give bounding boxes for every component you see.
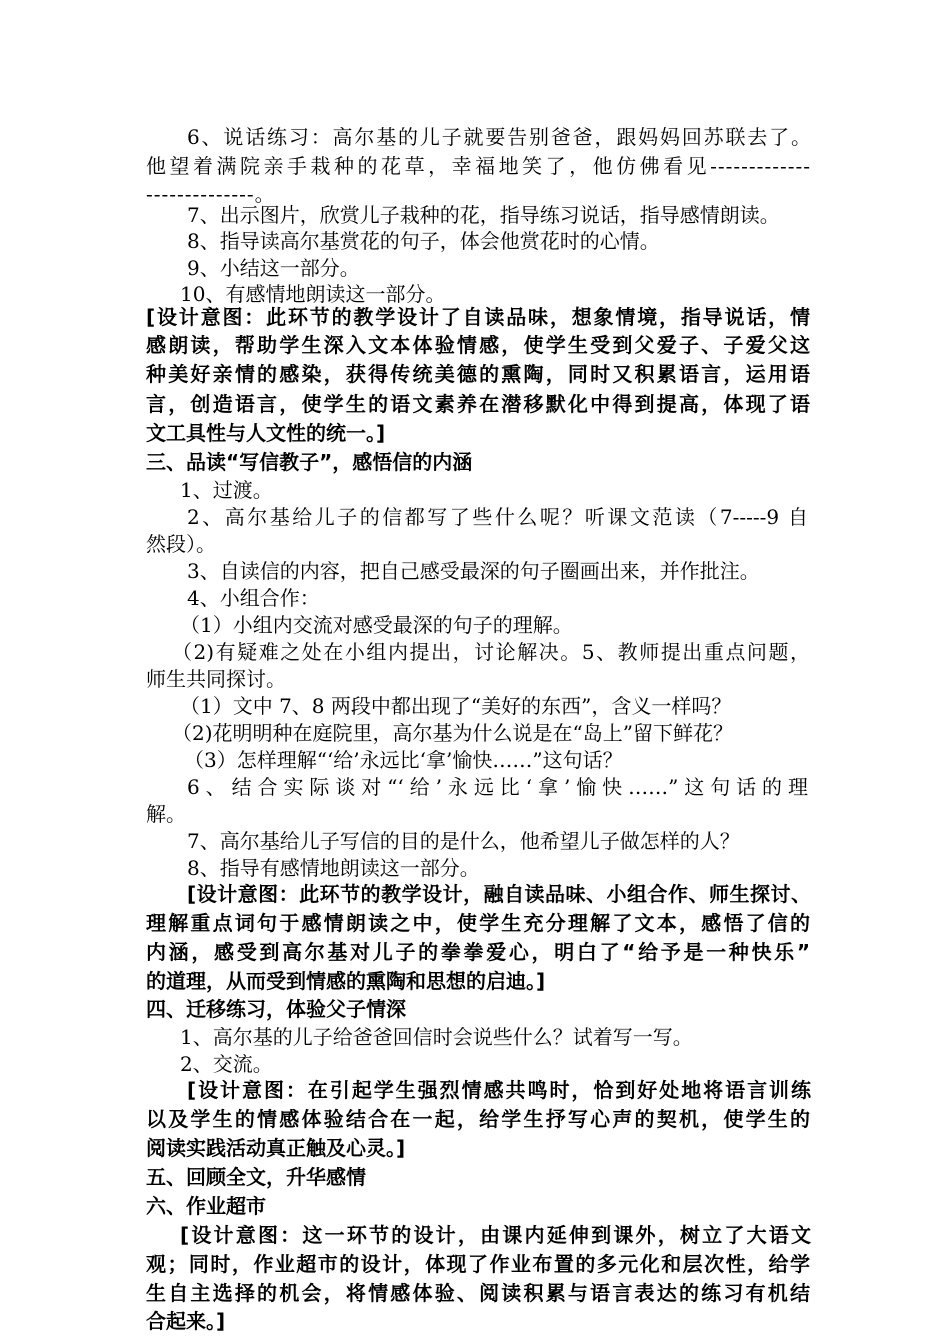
text-line: 9、小结这一部分。	[187, 256, 360, 280]
text-line: 6、说话练习：高尔基的儿子就要告别爸爸，跟妈妈回苏联去了。	[187, 125, 811, 149]
text-line: 师生共同探讨。	[146, 667, 286, 691]
text-line: （2)花明明种在庭院里，高尔基为什么说是在“岛上”留下鲜花？	[172, 721, 733, 745]
design-intent-line: 理解重点词句于感情朗读之中，使学生充分理解了文本，感悟了信的	[146, 911, 810, 935]
section-heading: 四、迁移练习，体验父子情深	[146, 997, 406, 1021]
design-intent-line: 生自主选择的机会，将情感体验、阅读积累与语言表达的练习有机结	[146, 1281, 810, 1305]
design-intent-line: 言，创造语言，使学生的语文素养在潜移默化中得到提高，体现了语	[146, 392, 810, 416]
design-intent-line: 感朗读，帮助学生深入文本体验情感，使学生受到父爱子、子爱父这	[146, 333, 810, 357]
text-line: --------------。	[146, 182, 276, 206]
text-line: （1）文中 7、8 两段中都出现了“美好的东西”，含义一样吗？	[180, 694, 732, 718]
text-line: 解。	[146, 802, 186, 826]
text-line: 1、高尔基的儿子给爸爸回信时会说些什么？试着写一写。	[180, 1025, 693, 1049]
design-intent-line: 以及学生的情感体验结合在一起，给学生抒写心声的契机，使学生的	[146, 1107, 810, 1131]
text-line: 他望着满院亲手栽种的花草，幸福地笑了，他仿佛看见-------------	[146, 154, 811, 178]
design-intent-line: 合起来。]	[146, 1309, 226, 1333]
design-intent-line: 文工具性与人文性的统一。]	[146, 421, 386, 445]
text-line: 7、出示图片，欣赏儿子栽种的花，指导练习说话，指导感情朗读。	[187, 203, 780, 227]
design-intent-line: [设计意图：在引起学生强烈情感共鸣时，恰到好处地将语言训练	[187, 1078, 811, 1102]
text-line: 7、高尔基给儿子写信的目的是什么，他希望儿子做怎样的人？	[187, 829, 740, 853]
section-heading: 三、品读“写信教子”，感悟信的内涵	[146, 450, 473, 474]
text-line: 4、小组合作：	[187, 586, 320, 610]
text-line: 10、有感情地朗读这一部分。	[180, 282, 446, 306]
text-line: 6、结合实际谈对“‘给’永远比‘拿’愉快……”这句话的理	[187, 775, 808, 799]
section-heading: 五、回顾全文，升华感情	[146, 1165, 366, 1189]
text-line: 然段）。	[146, 532, 216, 556]
text-line: 1、过渡。	[180, 478, 273, 502]
text-line: （1）小组内交流对感受最深的句子的理解。	[180, 613, 573, 637]
design-intent-line: [设计意图：此环节的教学设计了自读品味，想象情境，指导说话，情	[146, 305, 810, 329]
design-intent-line: 的道理，从而受到情感的熏陶和思想的启迪。]	[146, 969, 546, 993]
text-line: （2)有疑难之处在小组内提出，讨论解决。5、教师提出重点问题，	[172, 640, 810, 664]
design-intent-line: 阅读实践活动真正触及心灵。]	[146, 1136, 406, 1160]
text-line: 8、指导读高尔基赏花的句子，体会他赏花时的心情。	[187, 229, 660, 253]
text-line: （3）怎样理解“‘给’永远比‘拿’愉快……”这句话？	[184, 748, 623, 772]
text-line: 2、高尔基给儿子的信都写了些什么呢？听课文范读（7-----9 自	[187, 505, 808, 529]
text-line: 2、交流。	[180, 1052, 273, 1076]
design-intent-line: [设计意图：这一环节的设计，由课内延伸到课外，树立了大语文	[180, 1223, 811, 1247]
design-intent-line: [设计意图：此环节的教学设计，融自读品味、小组合作、师生探讨、	[187, 882, 811, 906]
section-heading: 六、作业超市	[146, 1194, 266, 1218]
text-line: 3、自读信的内容，把自己感受最深的句子圈画出来，并作批注。	[187, 559, 760, 583]
design-intent-line: 种美好亲情的感染，获得传统美德的熏陶，同时又积累语言，运用语	[146, 362, 810, 386]
design-intent-line: 观；同时，作业超市的设计，体现了作业布置的多元化和层次性，给学	[146, 1252, 810, 1276]
design-intent-line: 内涵，感受到高尔基对儿子的拳拳爱心，明白了“给予是一种快乐”	[146, 940, 810, 964]
text-line: 8、指导有感情地朗读这一部分。	[187, 856, 480, 880]
